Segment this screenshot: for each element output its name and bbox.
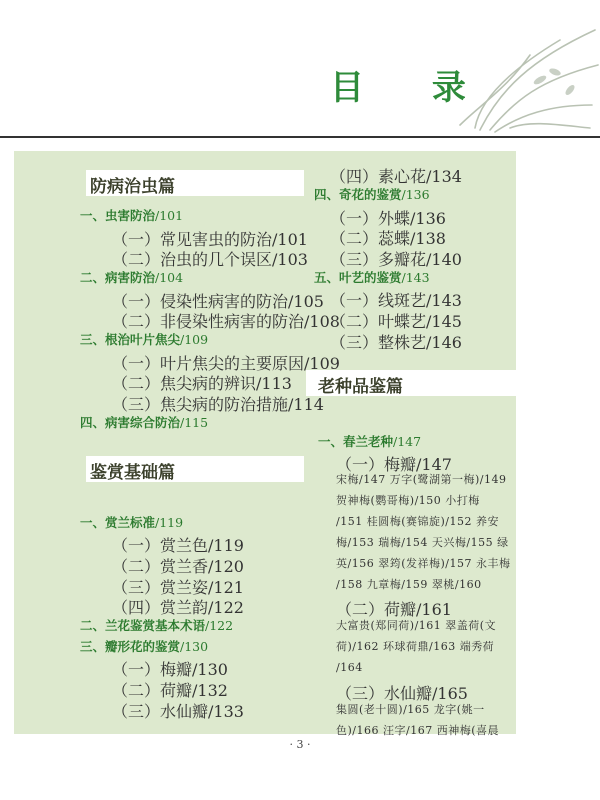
toc-entry[interactable]: （二）蕊蝶/138 xyxy=(330,229,446,248)
toc-entry[interactable]: （一）叶片焦尖的主要原因/109 xyxy=(112,354,340,373)
page-title: 目 录 xyxy=(330,68,494,108)
toc-entry[interactable]: （二）治虫的几个误区/103 xyxy=(112,250,308,269)
variety-line: 宋梅/147 万字(鹭湖第一梅)/149 xyxy=(336,473,507,486)
header-rule xyxy=(0,136,600,138)
toc-entry[interactable]: （三）整株艺/146 xyxy=(330,333,462,352)
toc-entry[interactable]: 三、瓣形花的鉴赏/130 xyxy=(80,639,209,654)
section-title-basics: 鉴赏基础篇 xyxy=(90,463,175,483)
variety-line: 荷)/162 环球荷鼎/163 端秀荷 xyxy=(336,640,495,653)
toc-entry[interactable]: （二）赏兰香/120 xyxy=(112,557,244,576)
toc-entry[interactable]: （二）非侵染性病害的防治/108 xyxy=(112,312,340,331)
toc-entry[interactable]: （二）焦尖病的辨识/113 xyxy=(112,374,292,393)
variety-line: /164 xyxy=(336,661,363,674)
variety-line: /151 桂圆梅(赛锦旋)/152 养安 xyxy=(336,515,499,528)
toc-entry[interactable]: （一）梅瓣/147 xyxy=(336,455,452,474)
toc-entry[interactable]: （三）多瓣花/140 xyxy=(330,250,462,269)
toc-entry[interactable]: （四）素心花/134 xyxy=(330,167,462,186)
toc-entry[interactable]: （三）水仙瓣/133 xyxy=(112,702,244,721)
toc-entry[interactable]: （三）焦尖病的防治措施/114 xyxy=(112,395,324,414)
toc-entry[interactable]: 四、奇花的鉴赏/136 xyxy=(314,187,430,202)
toc-entry[interactable]: 四、病害综合防治/115 xyxy=(80,415,209,430)
toc-panel xyxy=(14,151,516,737)
toc-entry[interactable]: 一、赏兰标准/119 xyxy=(80,515,184,530)
variety-line: 英/156 翠筠(发祥梅)/157 永丰梅 xyxy=(336,557,511,570)
toc-entry[interactable]: （四）赏兰韵/122 xyxy=(112,598,244,617)
toc-entry[interactable]: （一）常见害虫的防治/101 xyxy=(112,230,308,249)
orchid-illustration xyxy=(420,10,600,140)
toc-entry[interactable]: （一）梅瓣/130 xyxy=(112,660,228,679)
section-title-pest: 防病治虫篇 xyxy=(90,177,175,197)
toc-entry[interactable]: （一）外蝶/136 xyxy=(330,209,446,228)
variety-list-lotus xyxy=(336,615,496,678)
toc-entry[interactable]: （一）侵染性病害的防治/105 xyxy=(112,292,324,311)
toc-entry[interactable]: （一）赏兰色/119 xyxy=(112,536,244,555)
variety-list-narcissus xyxy=(336,699,499,741)
page-number: · 3 · xyxy=(289,738,311,751)
section-title-old: 老种品鉴篇 xyxy=(318,377,403,397)
variety-line: /158 九章梅/159 翠桃/160 xyxy=(336,578,482,591)
variety-line: 贺神梅(鹦哥梅)/150 小打梅 xyxy=(336,494,480,507)
toc-entry[interactable]: 二、兰花鉴赏基本术语/122 xyxy=(80,618,234,633)
toc-entry[interactable]: （一）线斑艺/143 xyxy=(330,291,462,310)
toc-entry[interactable]: （二）荷瓣/161 xyxy=(336,600,452,619)
variety-line: 集圆(老十圆)/165 龙字(姚一 xyxy=(336,703,485,716)
toc-entry[interactable]: 三、根治叶片焦尖/109 xyxy=(80,332,209,347)
variety-list-plum xyxy=(336,469,510,595)
toc-entry[interactable]: （二）叶蝶艺/145 xyxy=(330,312,462,331)
toc-entry[interactable]: 一、虫害防治/101 xyxy=(80,208,184,223)
toc-entry[interactable]: （三）水仙瓣/165 xyxy=(336,684,468,703)
toc-entry[interactable]: 二、病害防治/104 xyxy=(80,270,184,285)
toc-entry[interactable]: 一、春兰老种/147 xyxy=(318,434,422,449)
variety-line: 梅/153 瑞梅/154 天兴梅/155 绿 xyxy=(336,536,509,549)
toc-entry[interactable]: 五、叶艺的鉴赏/143 xyxy=(314,270,430,285)
variety-line: 色)/166 汪字/167 西神梅(喜晨 xyxy=(336,724,499,737)
variety-line: 大富贵(郑同荷)/161 翠盖荷(文 xyxy=(336,619,497,632)
toc-entry[interactable]: （三）赏兰姿/121 xyxy=(112,578,244,597)
toc-entry[interactable]: （二）荷瓣/132 xyxy=(112,681,228,700)
